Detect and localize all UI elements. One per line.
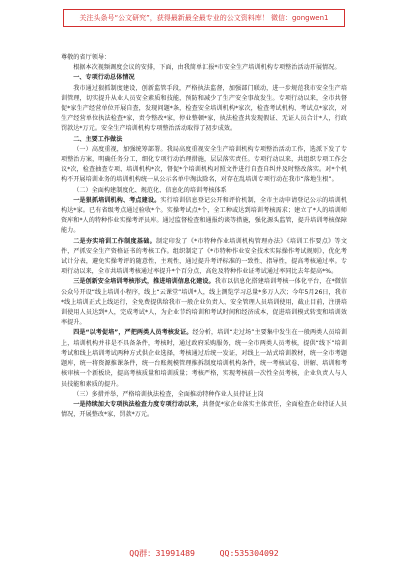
point-3-lead: 三是创新安全培训考核形式，推进培训信息化建设。 <box>73 278 215 286</box>
top-banner: 关注头条号“公文研究”，获得最新最全最专业的公文资料库！ 微信：gongwen1 <box>63 9 345 27</box>
point-4-body: 经分析，培训“走过场”主要集中发生在一般两类人员培训上，培训机构并非是不具备条件，考核时，通过政府采购服务，统一全市两类人员考核，提供“线下”培训考试和线上培训考试两种方式供企业选择，考核通过后统一发证，对线上一站式培训教材，统一全市考题题库，统一将资源推课条件，统一台账规模管理推拆制度培训机构条件，统一考核试卷、讲解、培训和考核审核一个新板块，提高考核质量和培训质量；考核严格，实现考核前一次性全员考核，企业负责人与人员技能和素质的提升。 <box>61 329 347 388</box>
point-1-paragraph <box>61 196 347 237</box>
subsection-3-heading: （三）多措并举，严格培训执法检查，全面推动特种作业人员持证上岗 <box>73 390 264 398</box>
subsection-1-title: （一）高度重视，加强统筹部署。 <box>73 145 167 153</box>
section-1-body: 我市通过狠抓制度建设，创新监管手段，严格执法监督，加强部门联动，进一步规范我市安全生产培训管理，切实提升从业人员安全素质和技能，预防和减少了生产安全事故发生。专项行动以来，全市共督促*家生产经营单位开展自查，发现问题*条，检查安全培训机构*家次，检查考试机构、考试点*家次，对生产经营单位执法检查*家，责令整改*家，停业整顿*家，执法检查共发现假证、无证人员合计*人，行政罚款达*万元。安全生产培训机构专项整治活动取得了初步成效。 <box>61 84 347 133</box>
point-5-lead: 一是持续加大专项执法检查力度专项行动以来， <box>73 400 203 408</box>
point-1-lead: 一是狠抓培训机构、考点建设。 <box>73 196 161 204</box>
document-body <box>61 53 347 420</box>
point-4-lead: 四是“以考促培”，严把两类人员考核发证。 <box>73 329 193 337</box>
point-5-paragraph <box>61 400 347 420</box>
point-2-body: 制定印发了《*市特种作业培训机构管理办法》《培训工作要点》等文件，严抓安全生产资格证书的考核工作。组织制定了《*市特种作业安全技术实际操作考试规则》，优化考试计分表，避免实操考评的随意性，主观性，通过提升考评标准的一致性、指导性，提高考核通过率。专项行动以来，全市共培训考核通过率提升*个百分点，高危及特种作业证考试通过率同比去年提高*%。 <box>61 237 347 276</box>
subsection-2-heading: （二）全面构建制度化、规范化、信息化的培训考核体系 <box>73 186 227 194</box>
intro-paragraph: 根据本次视频调度会议的安排，下面，由我简单汇报*市安全生产培训机构专项整治活动开展情况。 <box>73 64 341 72</box>
point-2-paragraph <box>61 237 347 278</box>
salutation: 尊敬的省厅领导： <box>61 54 111 61</box>
point-3-paragraph <box>61 277 347 328</box>
point-4-paragraph <box>61 328 347 389</box>
subsection-1-paragraph <box>61 145 347 186</box>
point-3-body: 我市以信息化搭建培训考核一体化平台，在*微信公众号开设“线上培训小程序，线上“云课堂”培训*人，线上测览学习总量*多万人次；今年5月26日，我市*线上培训正式上线运行，全免费提供给我市一般企业负责人、安全管理人员培训使用，截止目前，注册培训使用人员达到*人，完成考试*人，为企业节约培训和考试时间和经济成本，促进培训模式转变和培训效率提升。 <box>61 278 347 327</box>
point-1-body: 实行培训信息登记公开和评价机制，全市主动申请登记公示的培训机构达*家。已有省级考点通过验收*个。实操考试点*个，全工种或达到培训考核需求；建立了*人的培训师资库和*人的特种作业实操考评员库。通过监督检查和通报约谈等措施，强化源头监管，提升培训考核保障能力。 <box>61 196 348 235</box>
section-2-heading: 二、主要工作做法 <box>73 135 123 143</box>
section-1-heading: 一、专项行动总体情况 <box>73 74 135 82</box>
point-5-body: 共督促*家企业落实主体责任，全面检查企业持证人员情况，开展整改*家，罚款*万元。 <box>61 400 347 419</box>
subsection-1-body: 我局高度重视安全生产培训机构专项整治活动工作，选派下发了专项整治方案，明确任务分工，细化专项行动治理措施，层层落实责任。专项行动以来，共组织专项工作会议*次，检查抽查专项、培训机构*次，督促*个培训机构对照文件进行自查自纠并及时整改落实。对*个机构不开展培训业务的培训机构统一从公示名单中淘汰除名，对存在乱培训专项行动在我市“落地生根”。 <box>61 145 347 184</box>
footer-contact: QQ群：31991489 QQ:535304092 <box>129 548 279 558</box>
point-2-lead: 二是夯实培训工作制度基础。 <box>73 237 156 245</box>
